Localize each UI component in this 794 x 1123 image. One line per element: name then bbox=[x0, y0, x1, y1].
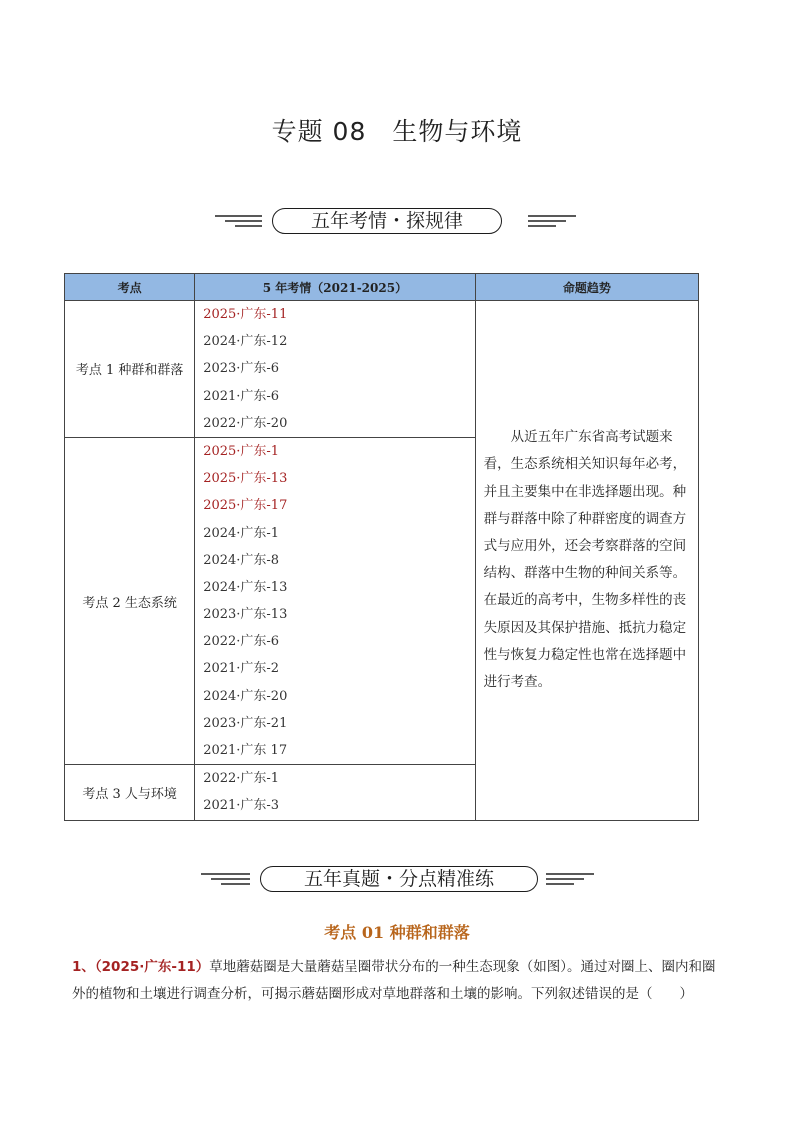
year-item: 2024·广东-13 bbox=[203, 579, 288, 595]
trend-text: 从近五年广东省高考试题来看，生态系统相关知识每年必考，并且主要集中在非选择题出现。种群与群落中除了种群密度的调查方式与应用外，还会考察群落的空间结构、群落中生物的种间关系等。在最近的高考中，生物多样性的丧失原因及其保护措施、抵抗力稳定性与恢复力稳定性也常在选择题中进行考查。 bbox=[483, 429, 687, 691]
banner-label: 五年真题・分点精准练 bbox=[260, 866, 538, 892]
trend-cell bbox=[475, 301, 698, 821]
header-point: 考点 bbox=[65, 274, 195, 301]
years-cell bbox=[195, 437, 475, 764]
header-trend: 命题趋势 bbox=[475, 274, 698, 301]
year-item: 2025·广东-11 bbox=[203, 307, 288, 322]
year-item: 2024·广东-8 bbox=[203, 552, 280, 568]
year-item: 2021·广东-2 bbox=[203, 661, 280, 677]
year-item: 2021·广东-3 bbox=[203, 798, 280, 814]
year-item: 2025·广东-1 bbox=[203, 443, 280, 459]
question-source: （2025·广东-11） bbox=[94, 959, 210, 975]
year-item: 2022·广东-20 bbox=[203, 415, 288, 431]
year-item: 2025·广东-17 bbox=[203, 498, 288, 514]
year-item: 2024·广东-12 bbox=[203, 334, 288, 350]
years-cell bbox=[195, 301, 475, 438]
banner-label: 五年考情・探规律 bbox=[272, 208, 502, 234]
question-number: 1、 bbox=[72, 959, 95, 975]
point-cell: 考点 2 生态系统 bbox=[65, 437, 195, 764]
question-text: 草地蘑菇圈是大量蘑菇呈圈带状分布的一种生态现象（如图）。通过对圈上、圈内和圈外的植物和土壤进行调查分析，可揭示蘑菇圈形成对草地群落和土壤的影响。下列叙述错误的是（ ） bbox=[72, 959, 716, 1002]
year-item: 2022·广东-6 bbox=[203, 634, 280, 650]
year-item: 2024·广东-20 bbox=[203, 688, 288, 704]
table-row bbox=[65, 301, 699, 438]
point-cell: 考点 3 人与环境 bbox=[65, 765, 195, 820]
year-item: 2023·广东-13 bbox=[203, 607, 288, 623]
year-item: 2022·广东-1 bbox=[203, 771, 280, 787]
year-item: 2021·广东-6 bbox=[203, 388, 280, 404]
year-item: 2023·广东-21 bbox=[203, 715, 288, 731]
section-heading: 考点 01 种群和群落 bbox=[324, 923, 470, 942]
banner-real-questions bbox=[0, 864, 794, 894]
year-item: 2021·广东 17 bbox=[203, 743, 288, 758]
banner-five-year-trend bbox=[0, 206, 794, 236]
year-item: 2025·广东-13 bbox=[203, 471, 288, 487]
year-item: 2024·广东-1 bbox=[203, 525, 280, 541]
header-years: 5 年考情（2021-2025） bbox=[195, 274, 475, 301]
exam-trend-table bbox=[64, 273, 699, 821]
page-title: 专题 08 生物与环境 bbox=[271, 117, 523, 146]
years-cell bbox=[195, 765, 475, 820]
table-header-row bbox=[65, 274, 699, 301]
question-1 bbox=[72, 954, 724, 1008]
year-item: 2023·广东-6 bbox=[203, 361, 280, 377]
point-cell: 考点 1 种群和群落 bbox=[65, 301, 195, 438]
